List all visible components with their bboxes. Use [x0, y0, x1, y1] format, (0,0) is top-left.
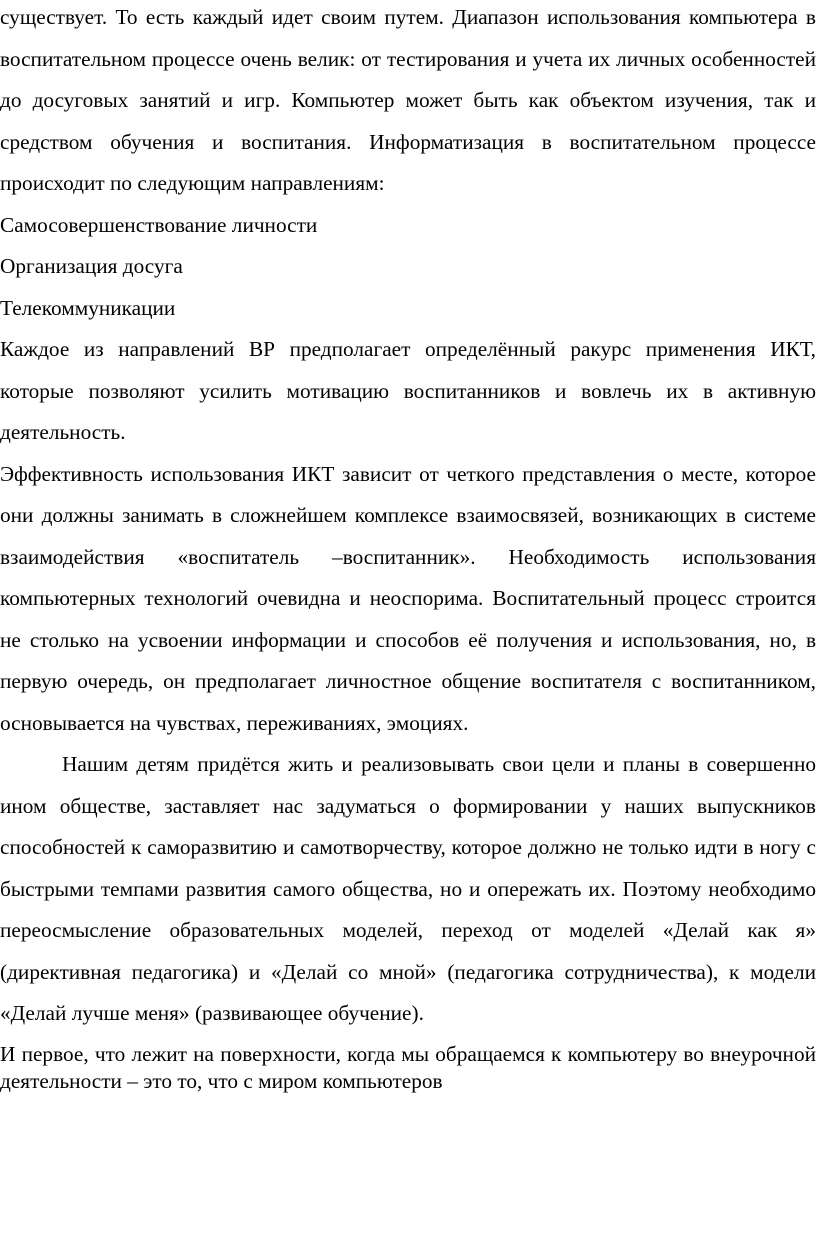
list-item-leisure: Организация досуга	[0, 254, 183, 278]
paragraph-computer-world: И первое, что лежит на поверхности, когда мы обращаемся к компьютеру во внеурочной деятельности – это то, что с миром компьютеров	[0, 1041, 816, 1093]
paragraph-ict-directions: Каждое из направлений ВР предполагает определённый ракурс применения ИКТ, которые позволяют усилить мотивацию воспитанников и вовлечь их в активную деятельность.	[0, 337, 816, 444]
paragraph-informatization: существует. То есть каждый идет своим путем. Диапазон использования компьютера в воспитательном процессе очень велик: от тестирования и учета их личных особенностей до досуговых занятий и игр. Компьютер может быть как объектом изучения, так и средством обучения и воспитания. Информатизация в воспитательном процессе происходит по следующим направлениям:	[0, 5, 816, 195]
paragraph-educational-models: Нашим детям придётся жить и реализовывать свои цели и планы в совершенно ином обществе, заставляет нас задуматься о формировании у наших выпускников способностей к саморазвитию и самотворчеству, которое должно не только идти в ногу с быстрыми темпами развития самого общества, но и опережать их. Поэтому необходимо переосмысление образовательных моделей, переход от моделей «Делай как я» (директивная педагогика) и «Делай со мной» (педагогика сотрудничества), к модели «Делай лучше меня» (развивающее обучение).	[0, 752, 816, 1025]
list-item-self-improvement: Самосовершенствование личности	[0, 212, 318, 237]
paragraph-ict-effectiveness: Эффективность использования ИКТ зависит от четкого представления о месте, которое они должны занимать в сложнейшем комплексе взаимосвязей, возникающих в системе взаимодействия «воспитатель –воспитанник». Необходимость использования компьютерных технологий очевидна и неоспорима. Воспитательный процесс строится не столько на усвоении информации и способов её получения и использования, но, в первую очередь, он предполагает личностное общение воспитателя с воспитанником, основывается на чувствах, переживаниях, эмоциях.	[0, 461, 816, 735]
list-item-telecommunications: Телекоммуникации	[0, 295, 176, 320]
